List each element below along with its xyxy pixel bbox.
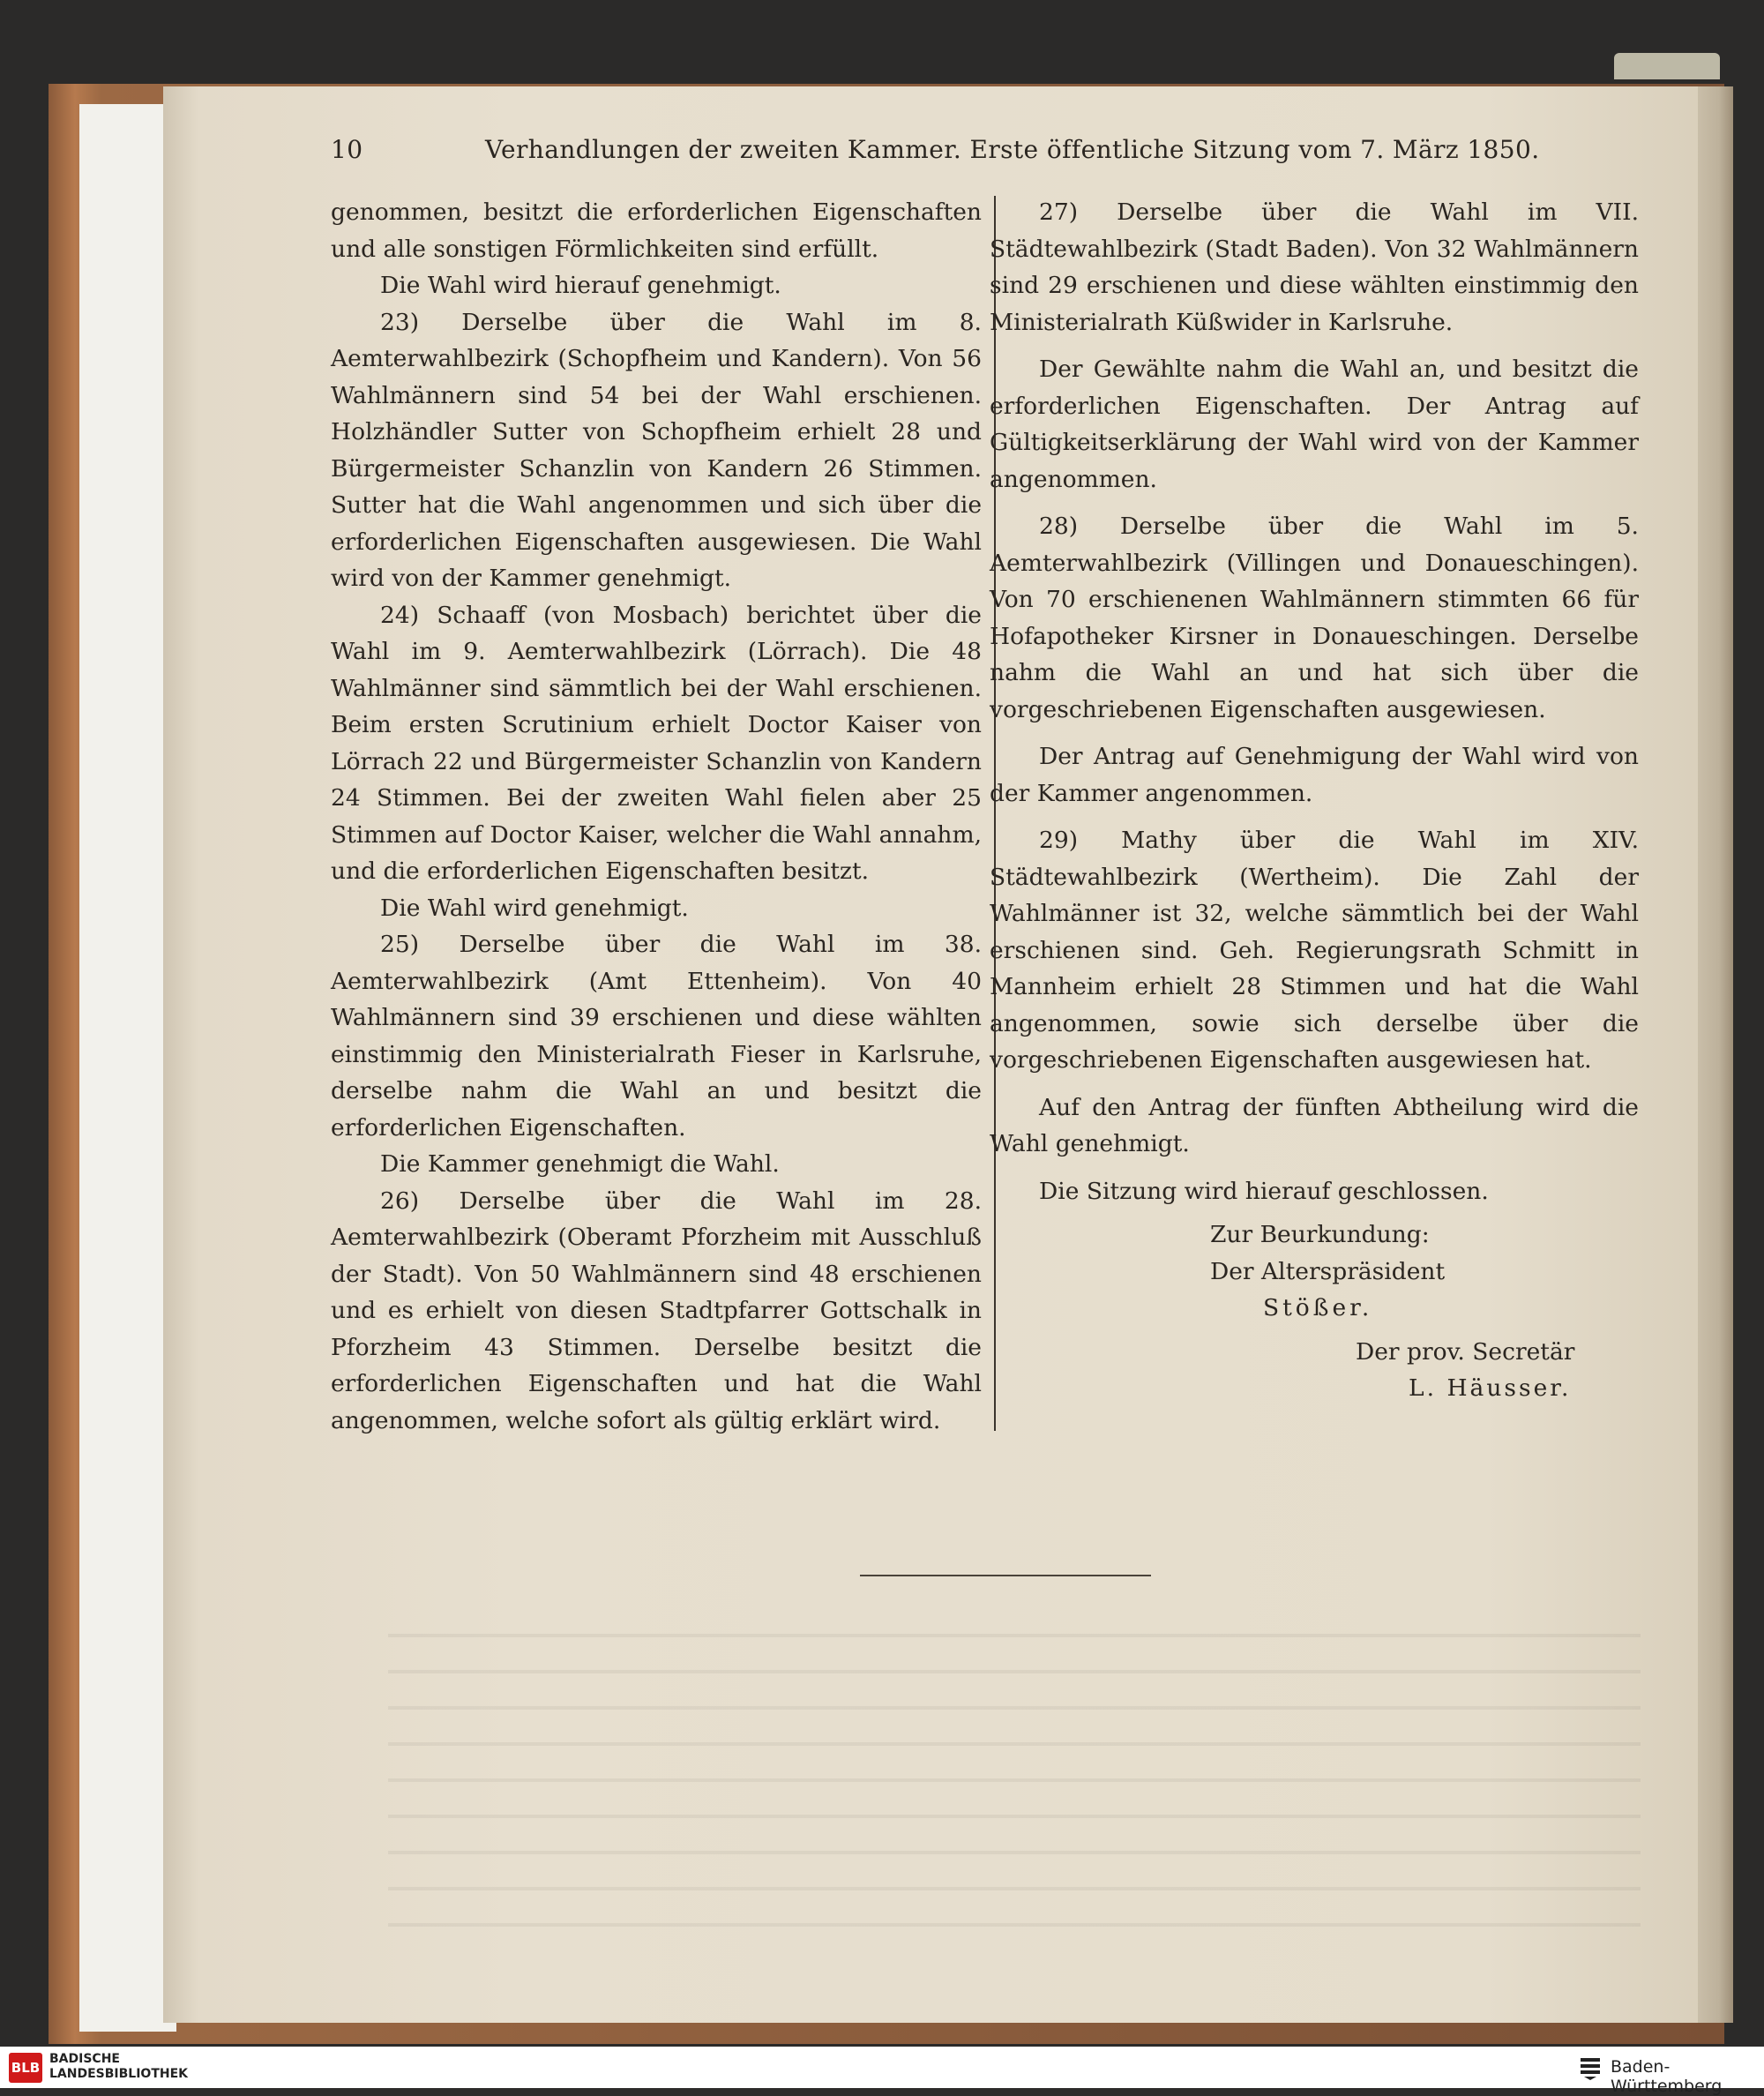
paragraph: Die Sitzung wird hierauf geschlossen. [1039, 1177, 1489, 1205]
paragraph: 29) Mathy über die Wahl im XIV. Städtewahlbezirk (Wertheim). Die Zahl der Wahlmänner ist 32, welche sämmtlich bei der Wahl erschienen sind. Geh. Regierungsrath Schmitt in Mannheim erhielt 28 Stimmen und hat die Wahl angenommen, sowie sich derselbe über die vorgeschriebenen Eigenschaften ausgewiesen hat. [990, 827, 1639, 1074]
blb-logo: BLB [9, 2053, 42, 2083]
state-name: Baden-Württemberg [1611, 2057, 1723, 2096]
paragraph: 23) Derselbe über die Wahl im 8. Aemterwahlbezirk (Schopfheim und Kandern). Von 56 Wahlmännern sind 54 bei der Wahl erschienen. Holzhändler Sutter von Schopfheim erhielt 28 und Bürgermeister Schanzlin von Kandern 26 Stimmen. Sutter hat die Wahl angenommen und sich über die erforderlichen Eigenschaften ausgewiesen. Die Wahl wird von der Kammer genehmigt. [331, 308, 982, 592]
end-rule [860, 1575, 1151, 1576]
right-column [990, 194, 1639, 1407]
signature-name: L. Häusser. [1409, 1374, 1572, 1402]
paragraph: Die Kammer genehmigt die Wahl. [380, 1150, 780, 1178]
paragraph: Die Wahl wird genehmigt. [380, 894, 689, 922]
page-stack [79, 104, 176, 2032]
library-name-line: BADISCHE [49, 2052, 120, 2066]
page-edge-top [1614, 53, 1720, 79]
state-crest-icon [1579, 2055, 1602, 2081]
left-column [331, 194, 982, 1439]
paragraph: 24) Schaaff (von Mosbach) berichtet über die Wahl im 9. Aemterwahlbezirk (Lörrach). Die 48 Wahlmänner sind sämmtlich bei der Wahl erschienen. Beim ersten Scrutinium erhielt Doctor Kaiser von Lörrach 22 und Bürgermeister Schanzlin von Kandern 24 Stimmen. Bei der zweiten Wahl fielen aber 25 Stimmen auf Doctor Kaiser, welcher die Wahl annahm, und die erforderlichen Eigenschaften besitzt. [331, 601, 982, 885]
paragraph: Auf den Antrag der fünften Abtheilung wird die Wahl genehmigt. [990, 1093, 1639, 1157]
show-through-text [388, 1614, 1641, 1950]
page-gutter [1698, 86, 1733, 2023]
paragraph: 25) Derselbe über die Wahl im 38. Aemterwahlbezirk (Amt Ettenheim). Von 40 Wahlmännern sind 39 erschienen und diese wählten einstimmig den Ministerialrath Fieser in Karlsruhe, derselbe nahm die Wahl an und besitzt die erforderlichen Eigenschaften. [331, 931, 982, 1142]
paragraph: Der Gewählte nahm die Wahl an, und besitzt die erforderlichen Eigenschaften. Der Antrag auf Gültigkeitserklärung der Wahl wird von der Kammer angenommen. [990, 356, 1639, 493]
paragraph: genommen, besitzt die erforderlichen Eigenschaften und alle sonstigen Förmlichkeiten sind erfüllt. [331, 198, 982, 263]
paragraph: Die Wahl wird hierauf genehmigt. [380, 272, 781, 299]
signature-line: Zur Beurkundung: [1210, 1221, 1430, 1248]
signature-line: Der Alterspräsident [1210, 1257, 1446, 1285]
running-title: Verhandlungen der zweiten Kammer. Erste öffentliche Sitzung vom 7. März 1850. [485, 135, 1540, 164]
paragraph: 28) Derselbe über die Wahl im 5. Aemterwahlbezirk (Villingen und Donaueschingen). Von 70 erschienenen Wahlmännern stimmten 66 für Hofapotheker Kirsner in Donaueschingen. Derselbe nahm die Wahl an und hat sich über die vorgeschriebenen Eigenschaften ausgewiesen. [990, 513, 1639, 723]
paragraph: 27) Derselbe über die Wahl im VII. Städtewahlbezirk (Stadt Baden). Von 32 Wahlmännern sind 29 erschienen und diese wählten einstimmig den Ministerialrath Küßwider in Karlsruhe. [990, 198, 1639, 336]
library-name-line: LANDESBIBLIOTHEK [49, 2067, 189, 2081]
paragraph: Der Antrag auf Genehmigung der Wahl wird von der Kammer angenommen. [990, 743, 1639, 807]
page-number: 10 [331, 135, 363, 164]
footer-bar [0, 2047, 1764, 2096]
library-name [49, 2052, 188, 2082]
paragraph: 26) Derselbe über die Wahl im 28. Aemterwahlbezirk (Oberamt Pforzheim mit Ausschluß der Stadt). Von 50 Wahlmännern sind 48 erschienen und es erhielt von diesen Stadtpfarrer Gottschalk in Pforzheim 43 Stimmen. Derselbe besitzt die erforderlichen Eigenschaften und hat die Wahl angenommen, welche sofort als gültig erklärt wird. [331, 1186, 982, 1434]
signature-line: Der prov. Secretär [1356, 1337, 1575, 1366]
page-header [331, 135, 1540, 170]
signature-name: Stößer. [1263, 1294, 1373, 1321]
